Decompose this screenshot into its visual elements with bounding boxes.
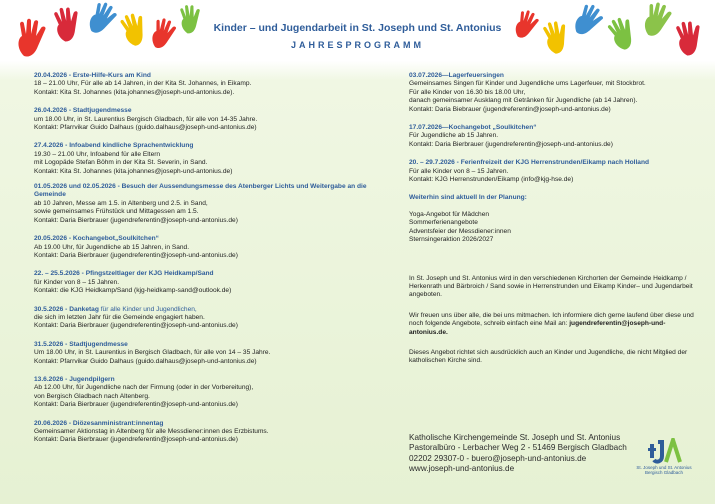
right-column bbox=[409, 72, 699, 366]
event-item bbox=[34, 72, 379, 97]
event-contact: Kontakt: Pfarrvikar Guido Dalhaus (guido.dalhaus@joseph-und-antonius.de) bbox=[34, 357, 257, 365]
event-line: 18 – 21.00 Uhr, Für alle ab 14 Jahren, in der Kita St. Johannes, in Eikamp. bbox=[34, 80, 252, 88]
event-item bbox=[34, 183, 379, 225]
parish-logo-icon bbox=[648, 438, 682, 464]
event-heading: 22. – 25.5.2026 - Pfingstzeltlager der KJG Heidkamp/Sand bbox=[34, 270, 214, 278]
event-line: Um 18.00 Uhr, in St. Laurentius in Bergisch Gladbach, für alle von 14 – 35 Jahre. bbox=[34, 349, 271, 357]
event-line: mit Logopäde Stefan Böhm in der Kita St. Severin, in Sand. bbox=[34, 159, 208, 167]
event-line: um 18.00 Uhr, in St. Laurentius Bergisch Gladbach, für alle von 14-35 Jahre. bbox=[34, 115, 258, 123]
event-line: Für alle Kinder von 16.30 bis 18.00 Uhr, bbox=[409, 88, 526, 96]
event-contact: Kontakt: Pfarrvikar Guido Dalhaus (guido.dalhaus@joseph-und-antonius.de) bbox=[34, 124, 257, 132]
page-subtitle: JAHRESPROGRAMM bbox=[290, 40, 424, 50]
event-contact: Kontakt: Daria Biebrauer (jugendreferentin@joseph-und-antonius.de) bbox=[409, 105, 611, 113]
event-line: Ab 19.00 Uhr, für Jugendliche ab 15 Jahren, in Sand. bbox=[34, 243, 190, 251]
footer-line: 02202 29307-0 - buero@joseph-und-antonius.de bbox=[409, 453, 587, 463]
event-line: Für Jugendliche ab 15 Jahren. bbox=[409, 132, 499, 140]
event-line: danach gemeinsamer Ausklang mit Getränken für Jugendliche (ab 14 Jahren). bbox=[409, 97, 638, 105]
event-heading: 20. – 29.7.2026 - Ferienfreizeit der KJG Herrenstrunden/Eikamp nach Holland bbox=[409, 159, 650, 167]
event-line: Gemeinsamer Aktionstag in Altenberg für alle Messdiener:innen des Erzbistums. bbox=[34, 428, 269, 435]
event-item bbox=[34, 107, 379, 132]
planning-item: Sternsingeraktion 2026/2027 bbox=[409, 236, 494, 244]
event-heading: 01.05.2026 und 02.05.2026 - Besuch der Aussendungsmesse des Atenberger Lichts und Weitergabe an die Gemeinde bbox=[34, 183, 367, 199]
event-item bbox=[34, 420, 379, 445]
event-line: von Bergisch Gladbach nach Altenberg. bbox=[34, 392, 150, 400]
event-line: sowie gemeinsames Frühstück und Mittagessen am 1.5. bbox=[34, 208, 199, 216]
event-line: die sich im letzten Jahr für die Gemeinde engagiert haben. bbox=[34, 313, 205, 321]
event-item bbox=[34, 306, 379, 331]
event-contact: Kontakt: Daria Bierbrauer (jugendreferentin@joseph-und-antonius.de) bbox=[34, 251, 238, 259]
event-contact: Kontakt: Daria Bierbrauer (jugendreferentin@joseph-und-antonius.de) bbox=[409, 140, 613, 148]
event-item bbox=[34, 142, 379, 176]
parish-logo bbox=[628, 438, 700, 478]
event-contact: Kontakt: Daria Bierbrauer (jugendreferentin@joseph-und-antonius.de) bbox=[34, 401, 238, 409]
event-line: Gemeinsames Singen für Kinder und Jugendliche ums Lagerfeuer, mit Stockbrot. bbox=[409, 80, 646, 88]
event-line: 19.30 – 21.00 Uhr, Infoabend für alle Eltern bbox=[34, 150, 161, 158]
event-contact: Kontakt: die KJG Heidkamp/Sand (kjg-heidkamp-sand@outlook.de) bbox=[34, 287, 232, 295]
event-line: Ab 12.00 Uhr, für Jugendliche nach der Firmung (oder in der Vorbereitung), bbox=[34, 384, 254, 392]
event-item bbox=[34, 235, 379, 260]
planning-title: Weiterhin sind aktuell In der Planung: bbox=[409, 194, 527, 202]
event-heading: 30.5.2026 - Danketag für alle Kinder und Jugendlichen, bbox=[34, 305, 197, 313]
footer-line: Pastoralbüro - Lerbacher Weg 2 - 51469 Bergisch Gladbach bbox=[409, 443, 627, 453]
event-item bbox=[409, 72, 699, 114]
page-title: Kinder – und Jugendarbeit in St. Joseph und St. Antonius bbox=[213, 22, 502, 34]
event-heading: 20.05.2026 - Kochangebot„Soulkitchen“ bbox=[34, 235, 159, 243]
event-heading: 26.04.2026 - Stadtjugendmesse bbox=[34, 107, 132, 115]
page-header bbox=[0, 0, 715, 68]
event-item bbox=[34, 341, 379, 366]
event-contact: Kontakt: Daria Bierbrauer (jugendreferentin@joseph-und-antonius.de) bbox=[34, 436, 238, 444]
event-line: Für alle Kinder von 8 – 15 Jahren. bbox=[409, 167, 509, 175]
event-contact: Kontakt: Kita St. Johannes (kita.johannes@joseph-und-antonius.de). bbox=[34, 88, 235, 96]
event-heading: 17.07.2026—Kochangebot „Soulkitchen“ bbox=[409, 124, 537, 132]
event-line: für Kinder von 8 – 15 Jahren. bbox=[34, 278, 120, 286]
event-line: ab 10 Jahren, Messe am 1.5. in Altenberg und 2.5. in Sand, bbox=[34, 199, 208, 207]
planning-item: Adventsfeier der Messdiener:innen bbox=[409, 227, 511, 235]
event-item bbox=[34, 376, 379, 410]
contact-email-link[interactable]: jugendreferentin@joseph-und-antonius.de. bbox=[409, 320, 666, 336]
footer-line: Katholische Kirchengemeinde St. Joseph und St. Antonius bbox=[409, 433, 621, 442]
event-heading: 03.07.2026—Lagerfeuersingen bbox=[409, 72, 504, 79]
footer-website-link[interactable]: www.joseph-und-antonius.de bbox=[409, 464, 515, 474]
event-heading: 27.4.2026 - Infoabend kindliche Sprachentwicklung bbox=[34, 142, 194, 150]
event-heading: 20.06.2026 - Diözesanministrant:innentag bbox=[34, 419, 164, 427]
event-heading: 20.04.2026 - Erste-Hilfe-Kurs am Kind bbox=[34, 72, 151, 79]
left-column bbox=[34, 72, 379, 452]
footer-contact bbox=[409, 433, 629, 475]
event-contact: Kontakt: KJG Herrenstrunden/Eikamp (info@kjg-hse.de) bbox=[409, 176, 574, 184]
info-paragraph: In St. Joseph und St. Antonius wird in den verschiedenen Kirchorten der Gemeinde Heidkamp / Herkenrath und Bärbroich / Sand sowie in Herrenstrunden und Eikamp Kinder– und Jugendarbeit angeboten. bbox=[409, 274, 693, 299]
info-paragraph: Dieses Angebot richtet sich ausdrücklich auch an Kinder und Jugendliche, die nicht Mitglied der katholischen Kirche sind. bbox=[409, 348, 688, 365]
planning-item: Yoga-Angebot für Mädchen bbox=[409, 210, 490, 218]
event-contact: Kontakt: Daria Bierbrauer (jugendreferentin@joseph-und-antonius.de) bbox=[34, 216, 238, 224]
event-item bbox=[409, 159, 699, 184]
planning-section bbox=[409, 194, 699, 244]
event-contact: Kontakt: Kita St. Johannes (kita.johannes@joseph-und-antonius.de) bbox=[34, 167, 233, 175]
event-heading: 31.5.2026 - Stadtjugendmesse bbox=[34, 340, 128, 348]
event-heading: 13.6.2026 - Jugendpilgern bbox=[34, 375, 115, 383]
planning-item: Sommerferienangebote bbox=[409, 219, 478, 227]
event-item bbox=[34, 270, 379, 295]
info-paragraph: Wir freuen uns über alle, die bei uns mitmachen. Ich informiere dich gerne laufend über diese und noch folgende Angebote, schreib einfach eine Mail an: jugendreferentin@joseph-und-antonius.de. bbox=[409, 311, 694, 336]
event-item bbox=[409, 124, 699, 149]
event-contact: Kontakt: Daria Bierbrauer (jugendreferentin@joseph-und-antonius.de) bbox=[34, 322, 238, 330]
logo-caption: St. Joseph und St. Antonius Bergisch Gladbach bbox=[636, 465, 692, 475]
